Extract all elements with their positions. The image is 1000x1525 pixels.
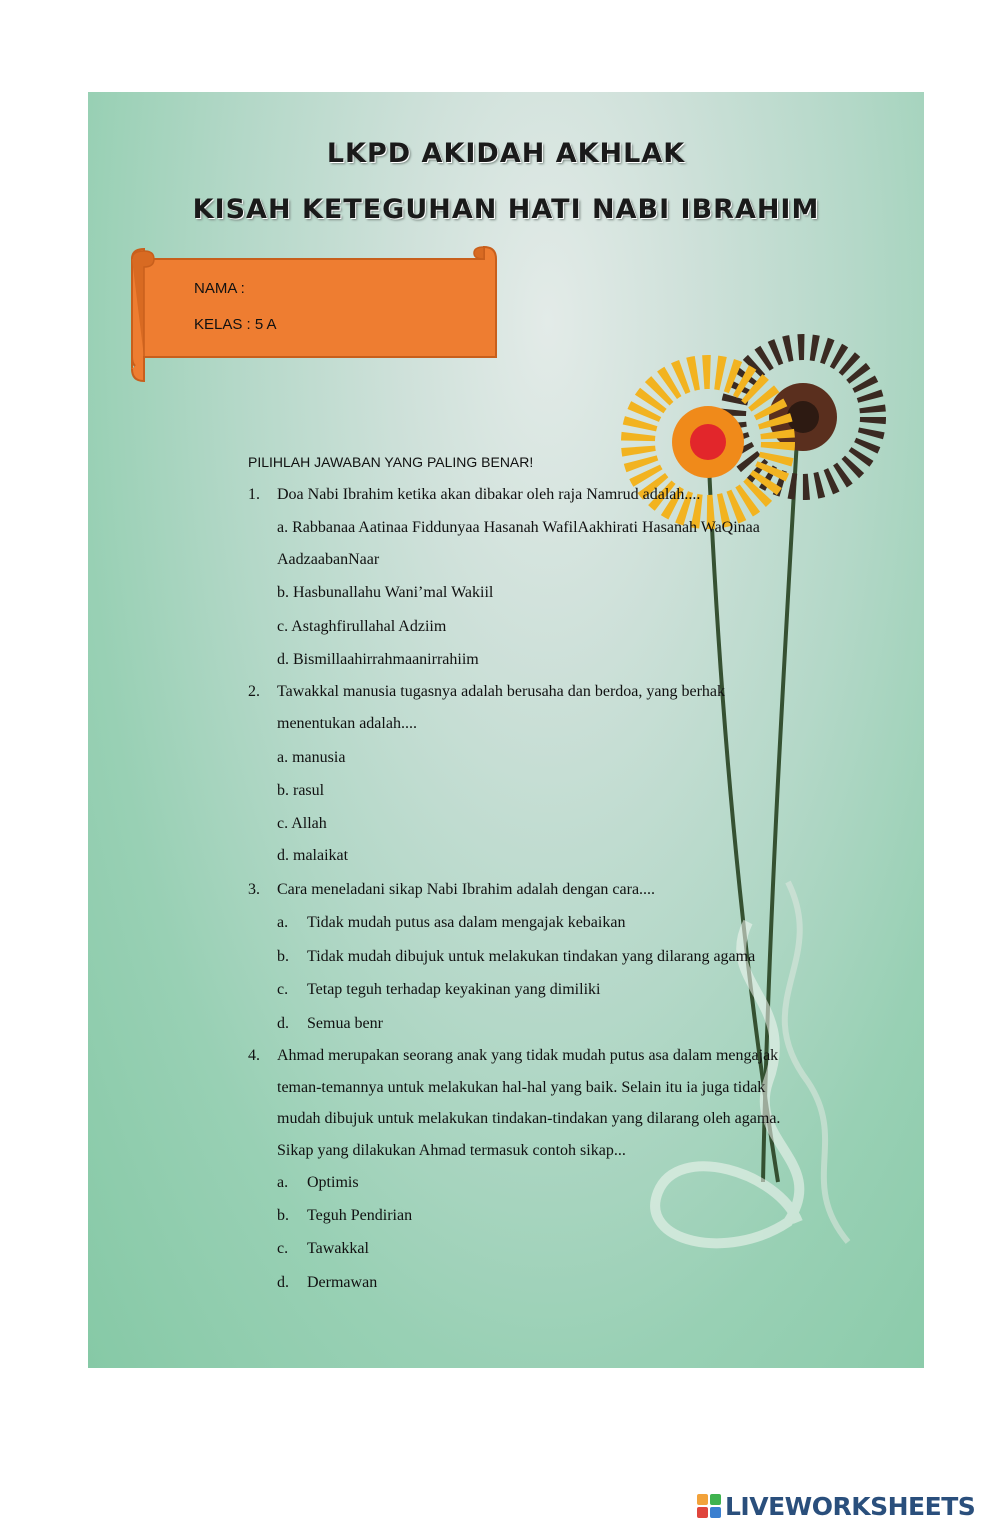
- option-text: AadzaabanNaar: [277, 551, 380, 568]
- option-text: c. Astaghfirullahal Adziim: [277, 618, 447, 635]
- liveworksheets-brand[interactable]: [697, 1491, 975, 1521]
- option-letter: d.: [277, 1015, 289, 1032]
- option-letter: a.: [277, 914, 289, 931]
- option-text: b. rasul: [277, 782, 325, 799]
- worksheet-subtitle: KISAH KETEGUHAN HATI NABI IBRAHIM: [192, 194, 820, 225]
- question-number: 2.: [248, 683, 260, 700]
- question-text: Tawakkal manusia tugasnya adalah berusaha dan berdoa, yang berhak: [277, 683, 726, 700]
- option-text: Dermawan: [307, 1274, 378, 1291]
- question-text: Ahmad merupakan seorang anak yang tidak mudah putus asa dalam mengajak: [277, 1047, 779, 1064]
- question-text: mudah dibujuk untuk melakukan tindakan-tindakan yang dilarang oleh agama.: [277, 1110, 781, 1127]
- option-text: c. Allah: [277, 815, 327, 832]
- option-letter: d.: [277, 1274, 289, 1291]
- option-text: b. Hasbunallahu Wani’mal Wakiil: [277, 584, 494, 601]
- option-letter: c.: [277, 1240, 289, 1257]
- option-text: Tidak mudah putus asa dalam mengajak kebaikan: [307, 914, 626, 931]
- name-field-label: NAMA :: [194, 280, 245, 297]
- class-field-label: KELAS : 5 A: [194, 316, 277, 333]
- option-letter: b.: [277, 948, 289, 965]
- question-text: Doa Nabi Ibrahim ketika akan dibakar oleh raja Namrud adalah....: [277, 486, 701, 503]
- student-info-banner: [124, 237, 500, 389]
- brand-name: LIVEWORKSHEETS: [725, 1491, 976, 1521]
- worksheet-title: LKPD AKIDAH AKHLAK: [326, 138, 686, 169]
- flower-vase-illustration: [548, 282, 924, 1282]
- option-text: Teguh Pendirian: [307, 1207, 413, 1224]
- question-number: 4.: [248, 1047, 260, 1064]
- option-text: Optimis: [307, 1174, 359, 1191]
- option-text: d. malaikat: [277, 847, 349, 864]
- option-text: Tawakkal: [307, 1240, 369, 1257]
- scroll-banner-shape: [124, 237, 500, 389]
- option-text: Tetap teguh terhadap keyakinan yang dimiliki: [307, 981, 601, 998]
- question-text: Sikap yang dilakukan Ahmad termasuk contoh sikap...: [277, 1142, 626, 1159]
- option-letter: c.: [277, 981, 289, 998]
- instruction-text: PILIHLAH JAWABAN YANG PALING BENAR!: [248, 454, 534, 470]
- option-text: d. Bismillaahirrahmaanirrahiim: [277, 651, 479, 668]
- option-text: Tidak mudah dibujuk untuk melakukan tindakan yang dilarang agama: [307, 948, 756, 965]
- question-text: menentukan adalah....: [277, 715, 417, 732]
- question-number: 1.: [248, 486, 260, 503]
- option-letter: b.: [277, 1207, 289, 1224]
- option-text: Semua benr: [307, 1015, 383, 1032]
- liveworksheets-logo-icon: [697, 1494, 721, 1518]
- question-text: teman-temannya untuk melakukan hal-hal yang baik. Selain itu ia juga tidak: [277, 1079, 766, 1096]
- question-number: 3.: [248, 881, 260, 898]
- dark-flower: [733, 347, 873, 487]
- option-text: a. manusia: [277, 749, 346, 766]
- option-letter: a.: [277, 1174, 289, 1191]
- worksheet-page: [88, 92, 924, 1368]
- option-text: a. Rabbanaa Aatinaa Fiddunyaa Hasanah WafilAakhirati Hasanah WaQinaa: [277, 519, 760, 536]
- question-text: Cara meneladani sikap Nabi Ibrahim adalah dengan cara....: [277, 881, 656, 898]
